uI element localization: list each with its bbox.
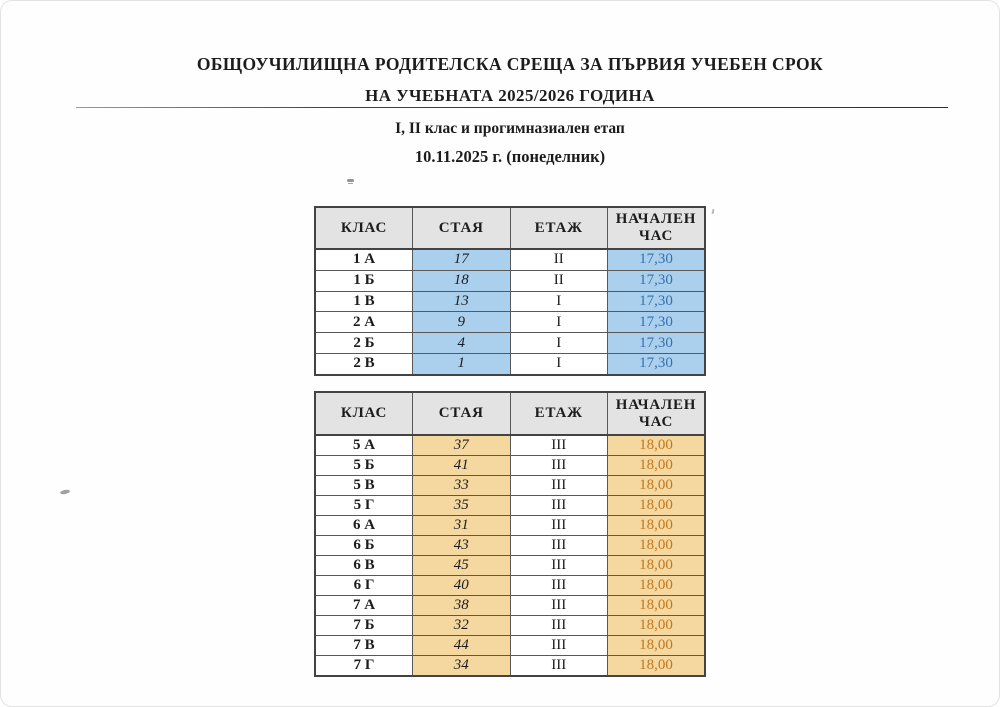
room-cell: 33 [413, 476, 511, 496]
column-header-class-cell: КЛАС [315, 207, 413, 249]
room-cell: 32 [413, 616, 511, 636]
meeting-date-line: 10.11.2025 г. (понеделник) [414, 147, 606, 166]
start-time-cell: 18,00 [608, 636, 706, 656]
table-row [315, 496, 705, 516]
table-row [315, 476, 705, 496]
floor-cell: III [510, 435, 608, 456]
column-header-floor-cell: ЕТАЖ [510, 207, 608, 249]
start-time-cell: 17,30 [608, 312, 706, 333]
floor-cell: I [510, 312, 608, 333]
table-row [315, 456, 705, 476]
class-cell: 7 А [315, 596, 413, 616]
table-row [315, 270, 705, 291]
scan-artifact-speck [347, 179, 354, 182]
floor-cell: I [510, 291, 608, 312]
class-cell: 7 Г [315, 656, 413, 677]
class-cell: 2 Б [315, 333, 413, 354]
class-cell: 2 В [315, 353, 413, 374]
floor-cell: I [510, 333, 608, 354]
room-cell: 40 [413, 576, 511, 596]
floor-cell: III [510, 476, 608, 496]
scan-artifact-tick [711, 209, 714, 214]
document-title-line-2: НА УЧЕБНАТА 2025/2026 ГОДИНА [365, 86, 655, 105]
schedule-table-progymnasium-classes [314, 391, 706, 677]
start-time-cell: 17,30 [608, 333, 706, 354]
floor-cell: III [510, 556, 608, 576]
class-cell: 1 В [315, 291, 413, 312]
room-cell: 41 [413, 456, 511, 476]
floor-cell: III [510, 496, 608, 516]
room-cell: 18 [413, 270, 511, 291]
start-time-cell: 17,30 [608, 291, 706, 312]
start-time-cell: 18,00 [608, 516, 706, 536]
table-row [315, 576, 705, 596]
table-row [315, 333, 705, 354]
room-cell: 37 [413, 435, 511, 456]
table-row [315, 616, 705, 636]
room-cell: 38 [413, 596, 511, 616]
room-cell: 17 [413, 249, 511, 270]
table-row [315, 312, 705, 333]
table-body [315, 435, 705, 676]
class-cell: 6 Г [315, 576, 413, 596]
start-time-cell: 18,00 [608, 476, 706, 496]
class-cell: 7 Б [315, 616, 413, 636]
room-cell: 9 [413, 312, 511, 333]
table-row [315, 656, 705, 677]
document-subtitle: I, II клас и прогимназиален етап [395, 120, 625, 137]
table-row [315, 596, 705, 616]
table-header-row [315, 392, 705, 435]
room-cell: 1 [413, 353, 511, 374]
class-cell: 5 Г [315, 496, 413, 516]
start-time-cell: 18,00 [608, 556, 706, 576]
room-cell: 34 [413, 656, 511, 677]
scan-artifact-smudge [60, 489, 71, 495]
floor-cell: III [510, 636, 608, 656]
table-header-row [315, 207, 705, 249]
floor-cell: III [510, 656, 608, 677]
class-cell: 6 Б [315, 536, 413, 556]
class-cell: 5 А [315, 435, 413, 456]
start-time-cell: 17,30 [608, 270, 706, 291]
room-cell: 45 [413, 556, 511, 576]
class-cell: 7 В [315, 636, 413, 656]
column-header-start-time-cell: НАЧАЛЕН ЧАС [608, 207, 706, 249]
table-row [315, 249, 705, 270]
class-cell: 6 А [315, 516, 413, 536]
document-title-line-1: ОБЩОУЧИЛИЩНА РОДИТЕЛСКА СРЕЩА ЗА ПЪРВИЯ УЧЕБЕН СРОК [196, 54, 824, 74]
start-time-cell: 18,00 [608, 536, 706, 556]
room-cell: 13 [413, 291, 511, 312]
table-row [315, 556, 705, 576]
class-cell: 1 А [315, 249, 413, 270]
start-time-cell: 18,00 [608, 656, 706, 677]
floor-cell: III [510, 516, 608, 536]
table-body [315, 249, 705, 375]
room-cell: 4 [413, 333, 511, 354]
floor-cell: I [510, 353, 608, 374]
column-header-room-cell: СТАЯ [413, 207, 511, 249]
table-row [315, 435, 705, 456]
column-header-floor-cell: ЕТАЖ [510, 392, 608, 435]
floor-cell: III [510, 616, 608, 636]
table-row [315, 636, 705, 656]
start-time-cell: 18,00 [608, 456, 706, 476]
start-time-cell: 18,00 [608, 596, 706, 616]
horizontal-rule [76, 107, 948, 108]
table-row [315, 353, 705, 374]
room-cell: 43 [413, 536, 511, 556]
floor-cell: III [510, 596, 608, 616]
floor-cell: III [510, 536, 608, 556]
column-header-start-time-cell: НАЧАЛЕН ЧАС [608, 392, 706, 435]
floor-cell: III [510, 456, 608, 476]
start-time-cell: 17,30 [608, 353, 706, 374]
start-time-cell: 18,00 [608, 576, 706, 596]
start-time-cell: 18,00 [608, 435, 706, 456]
floor-cell: III [510, 576, 608, 596]
class-cell: 6 В [315, 556, 413, 576]
room-cell: 31 [413, 516, 511, 536]
class-cell: 2 А [315, 312, 413, 333]
start-time-cell: 17,30 [608, 249, 706, 270]
floor-cell: II [510, 249, 608, 270]
start-time-cell: 18,00 [608, 616, 706, 636]
room-cell: 44 [413, 636, 511, 656]
table-row [315, 536, 705, 556]
room-cell: 35 [413, 496, 511, 516]
class-cell: 5 Б [315, 456, 413, 476]
table-row [315, 291, 705, 312]
column-header-class-cell: КЛАС [315, 392, 413, 435]
class-cell: 1 Б [315, 270, 413, 291]
floor-cell: II [510, 270, 608, 291]
start-time-cell: 18,00 [608, 496, 706, 516]
column-header-room-cell: СТАЯ [413, 392, 511, 435]
schedule-table-primary-classes [314, 206, 706, 376]
class-cell: 5 В [315, 476, 413, 496]
table-row [315, 516, 705, 536]
